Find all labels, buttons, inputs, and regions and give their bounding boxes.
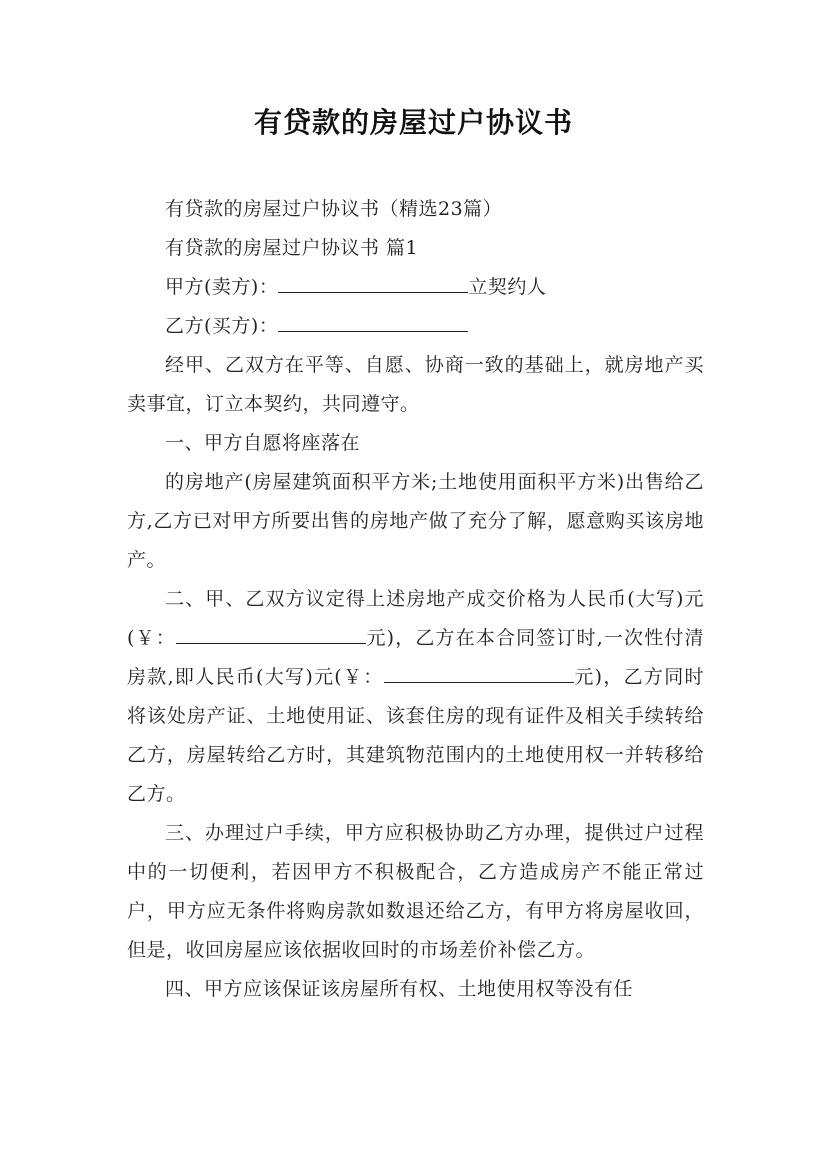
party-b-label: 乙方(买方)：: [165, 315, 279, 337]
clause-4-paragraph: 四、甲方应该保证该房屋所有权、土地使用权等没有任: [165, 978, 634, 1000]
document-title: 有贷款的房屋过户协议书: [253, 106, 573, 139]
clause-2-part-a: 二、甲、乙双方议定得上述房地产成交价格为人民币(大写)元(￥：: [127, 588, 704, 649]
clause-3-paragraph: 三、办理过户手续，甲方应积极协助乙方办理，提供过户过程中的一切便利，若因甲方不积极配合，乙方造成房产不能正常过户，甲方应无条件将购房款如数退还给乙方，有甲方将房屋收回，但是，收回房屋应该依据收回时的市场差价补偿乙方。: [127, 822, 704, 961]
party-a-suffix: 立契约人: [468, 276, 547, 298]
article-heading: 有贷款的房屋过户协议书 篇1: [165, 237, 419, 259]
clause-2-paragraph: [127, 580, 704, 814]
document-body: [127, 190, 704, 1009]
party-b-blank: [278, 309, 468, 332]
price-blank-1: [176, 621, 366, 644]
clause-1-line-1: 一、甲方自愿将座落在: [165, 432, 361, 454]
clause-2-part-c: 元)，乙方同时将该处房产证、土地使用证、该套住房的现有证件及相关手续转给乙方，房屋转给乙方时，其建筑物范围内的土地使用权一并转移给乙方。: [127, 666, 704, 805]
party-a-label: 甲方(卖方)：: [165, 276, 279, 298]
party-b-line: [127, 307, 704, 346]
party-a-line: [127, 268, 704, 307]
intro-paragraph: 经甲、乙双方在平等、自愿、协商一致的基础上，就房地产买卖事宜，订立本契约，共同遵守。: [127, 354, 704, 415]
party-a-blank: [278, 270, 468, 293]
clause-2-part-b: 元)，乙方在本合同签订时,一次性付清房款,即人民币(大写)元(￥：: [127, 627, 704, 688]
subtitle-line: 有贷款的房屋过户协议书（精选23篇）: [165, 198, 503, 220]
clause-1-line-2: 的房地产(房屋建筑面积平方米;土地使用面积平方米)出售给乙方,乙方已对甲方所要出售的房地产做了充分了解，愿意购买该房地产。: [127, 471, 704, 571]
price-blank-2: [384, 660, 574, 683]
